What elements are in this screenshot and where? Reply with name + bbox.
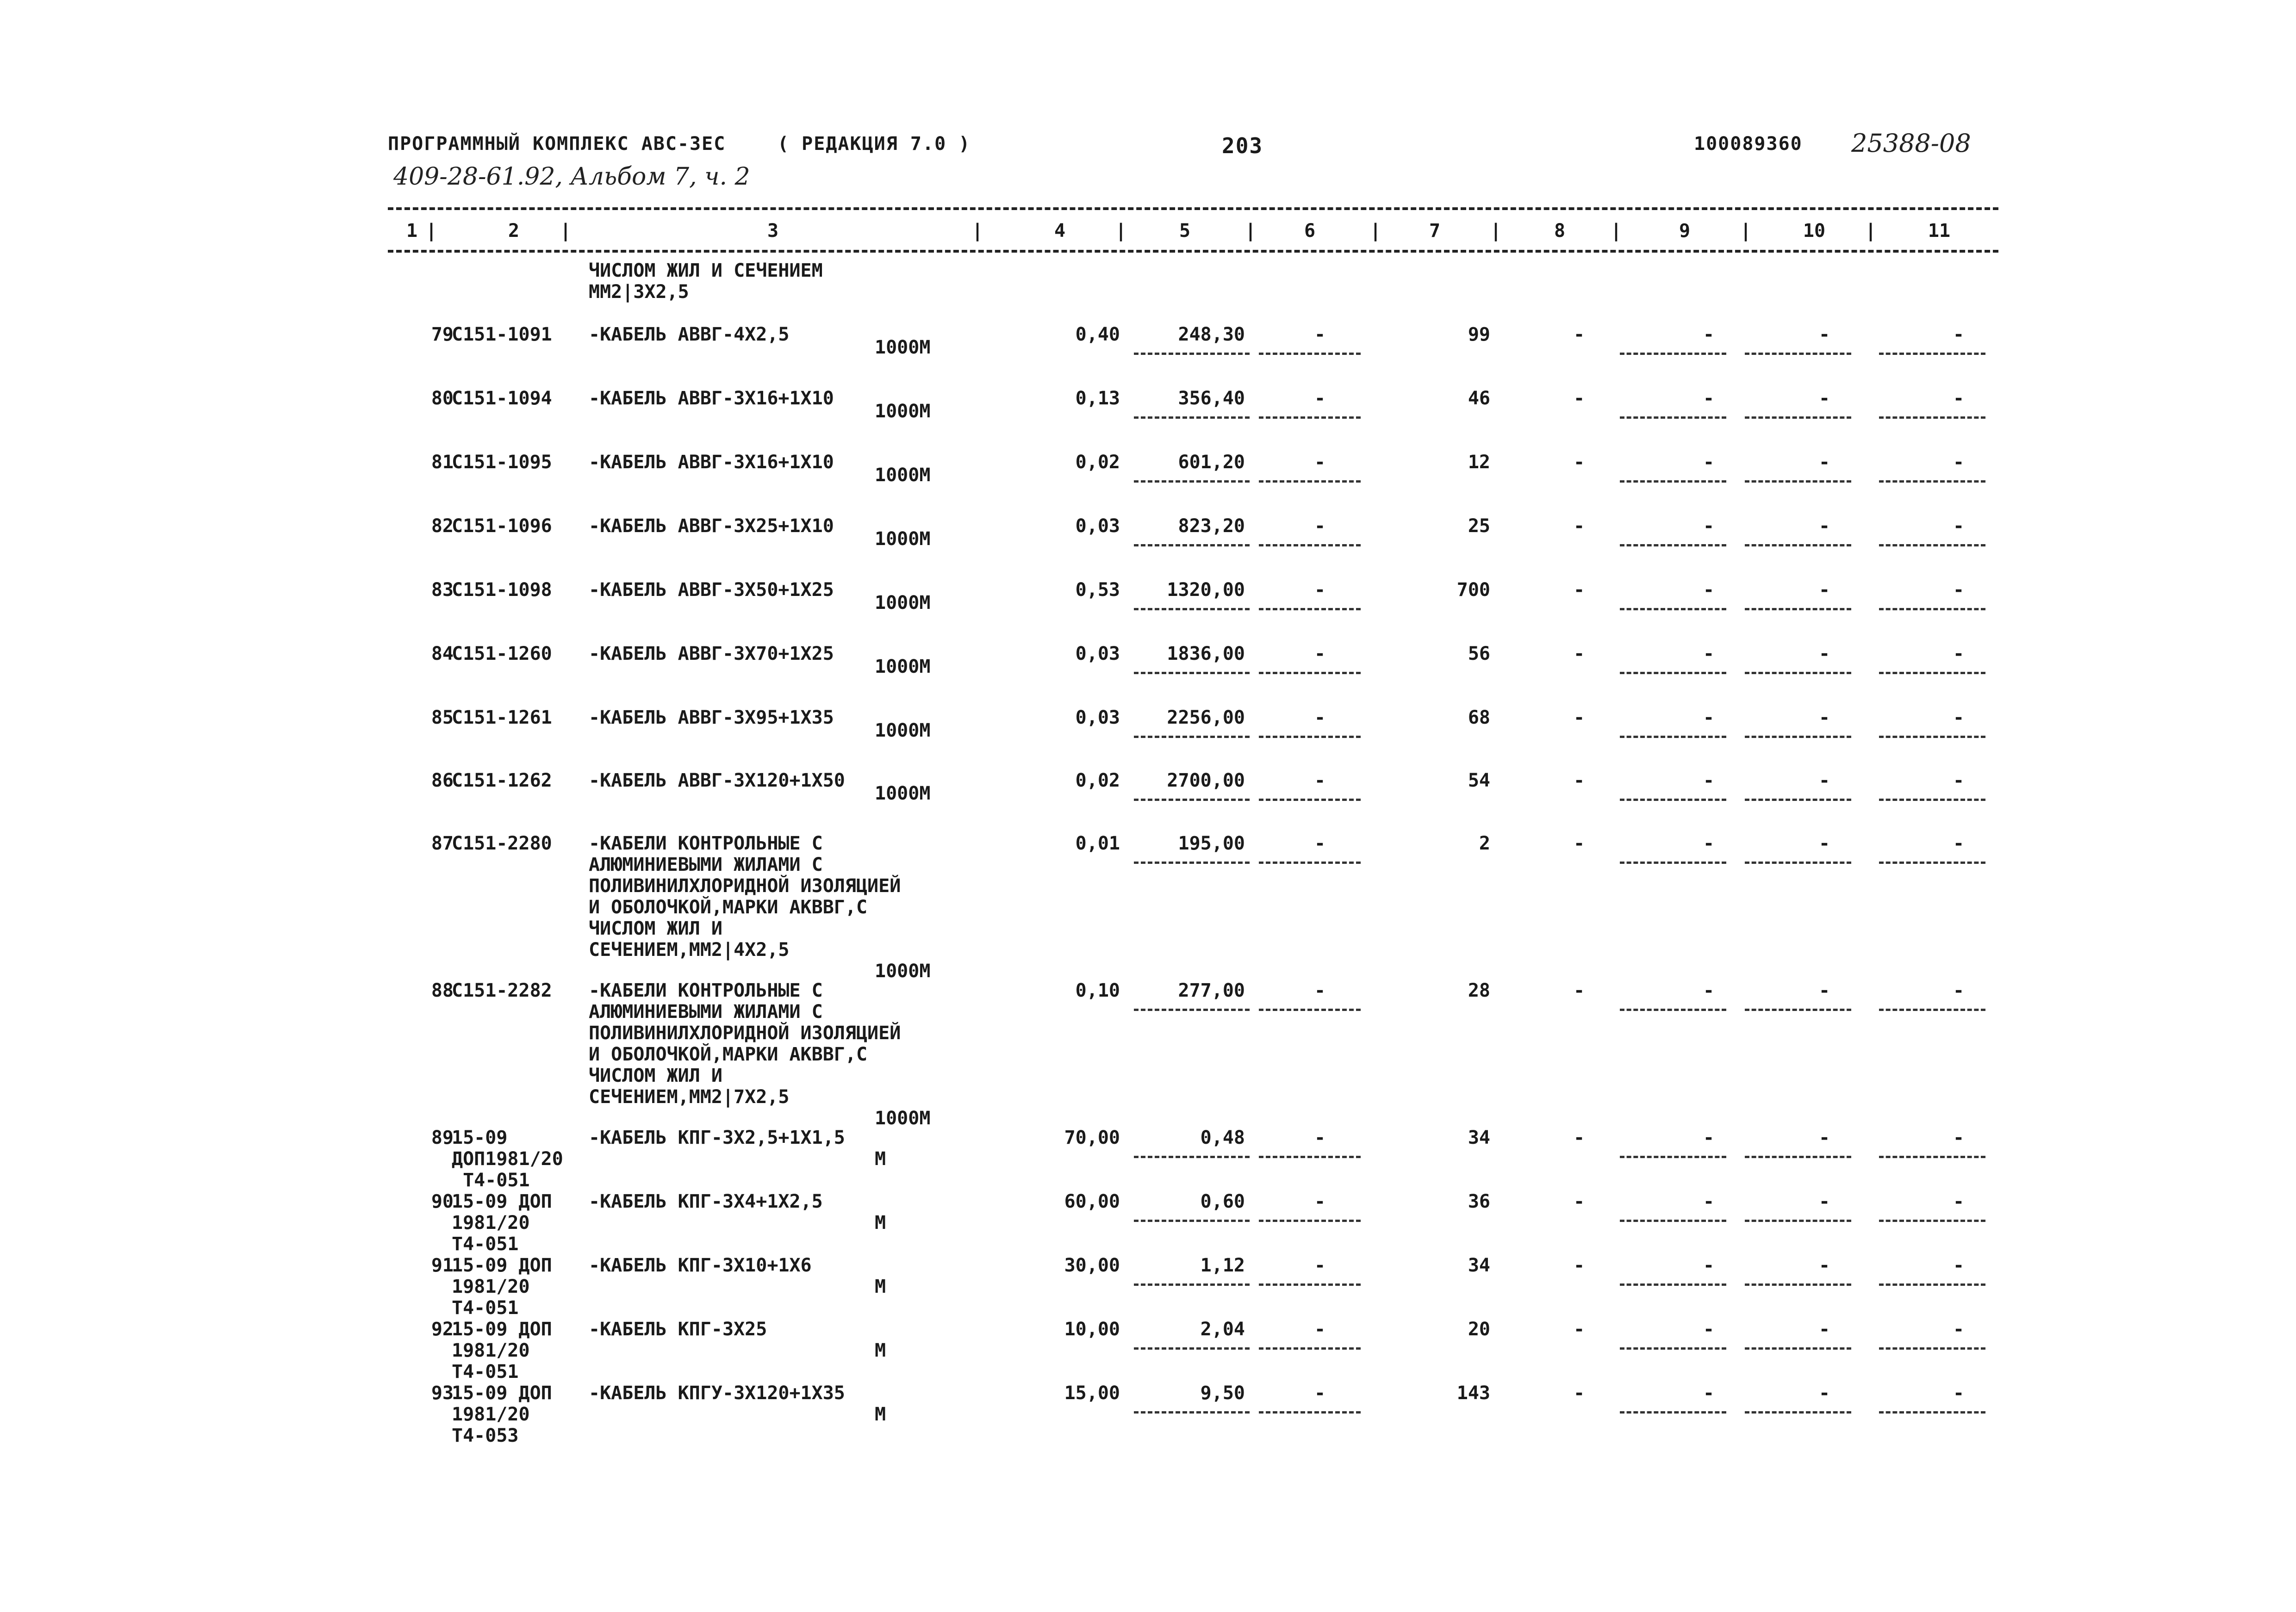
row-code: С151-1261 <box>452 707 552 728</box>
row-price: 356,40 <box>1178 388 1245 409</box>
empty-cell-dash: - <box>1314 980 1326 1001</box>
empty-cell-dash: - <box>1314 833 1326 854</box>
column-number-8: 8 <box>1554 220 1566 242</box>
row-quantity: 60,00 <box>1064 1191 1120 1212</box>
row-code: С151-2282 <box>452 980 552 1001</box>
empty-cell-dash: - <box>1314 1319 1326 1340</box>
empty-cell-dash: - <box>1314 1127 1326 1148</box>
empty-cell-dash: - <box>1953 324 1965 345</box>
empty-cell-dash: - <box>1574 1255 1585 1276</box>
row-number: 89 <box>431 1127 454 1148</box>
cell-underline <box>1879 1411 1985 1414</box>
cell-underline <box>1879 1220 1985 1222</box>
cell-underline <box>1745 799 1851 801</box>
stamp-number: 25388-08 <box>1851 129 1971 158</box>
row-number: 87 <box>431 833 454 854</box>
empty-cell-dash: - <box>1314 1255 1326 1276</box>
column-number-9: 9 <box>1679 220 1691 242</box>
empty-cell-dash: - <box>1574 1383 1585 1404</box>
row-unit: 1000М <box>875 528 931 550</box>
cell-underline <box>1745 1347 1851 1350</box>
row-col7: 36 <box>1468 1191 1490 1212</box>
row-col7: 34 <box>1468 1127 1490 1148</box>
row-col7: 25 <box>1468 515 1490 537</box>
row-code: 15-09 ДОП 1981/20 Т4-053 <box>452 1383 552 1446</box>
row-code: 15-09 ДОП 1981/20 Т4-051 <box>452 1255 552 1319</box>
column-number-2: 2 <box>508 220 520 242</box>
column-number-3: 3 <box>767 220 779 242</box>
cell-underline <box>1620 480 1726 483</box>
row-description: -КАБЕЛЬ КПГ-3Х4+1Х2,5 <box>589 1191 823 1212</box>
cell-underline <box>1259 736 1361 738</box>
cell-underline <box>1259 1283 1361 1286</box>
row-price: 1,12 <box>1200 1255 1245 1276</box>
cell-underline <box>1134 544 1250 546</box>
cell-underline <box>1134 1411 1250 1414</box>
column-separator: | <box>972 220 983 242</box>
empty-cell-dash: - <box>1314 388 1326 409</box>
empty-cell-dash: - <box>1703 388 1715 409</box>
header-rule-top <box>388 207 1998 210</box>
row-unit: М <box>875 1148 886 1170</box>
column-number-6: 6 <box>1304 220 1316 242</box>
empty-cell-dash: - <box>1314 643 1326 664</box>
cell-underline <box>1620 1347 1726 1350</box>
program-title: ПРОГРАММНЫЙ КОМПЛЕКС АВС-3ЕС <box>388 133 726 155</box>
row-description: -КАБЕЛЬ АВВГ-3Х50+1Х25 <box>589 579 834 601</box>
row-code: 15-09 ДОП1981/20 Т4-051 <box>452 1127 563 1191</box>
empty-cell-dash: - <box>1819 833 1830 854</box>
empty-cell-dash: - <box>1574 707 1585 728</box>
cell-underline <box>1879 1156 1985 1158</box>
row-quantity: 0,10 <box>1075 980 1120 1001</box>
row-description: -КАБЕЛИ КОНТРОЛЬНЫЕ С АЛЮМИНИЕВЫМИ ЖИЛАМИ С ПОЛИВИНИЛХЛОРИДНОЙ ИЗОЛЯЦИЕЙ И ОБОЛОЧКОЙ,МАРКИ АКВВГ,С ЧИСЛОМ ЖИЛ И СЕЧЕНИЕМ,ММ2|4Х2,5 <box>589 833 901 961</box>
row-unit: М <box>875 1340 886 1361</box>
cell-underline <box>1134 736 1250 738</box>
empty-cell-dash: - <box>1703 833 1715 854</box>
row-col7: 143 <box>1456 1383 1490 1404</box>
cell-underline <box>1259 1411 1361 1414</box>
empty-cell-dash: - <box>1574 388 1585 409</box>
row-description: -КАБЕЛЬ КПГ-3Х10+1Х6 <box>589 1255 812 1276</box>
empty-cell-dash: - <box>1314 1383 1326 1404</box>
empty-cell-dash: - <box>1953 1319 1965 1340</box>
cell-underline <box>1879 1347 1985 1350</box>
row-price: 0,60 <box>1200 1191 1245 1212</box>
row-unit: 1000М <box>875 656 931 677</box>
column-number-1: 1 <box>406 220 418 242</box>
row-col7: 34 <box>1468 1255 1490 1276</box>
empty-cell-dash: - <box>1703 515 1715 537</box>
row-unit: 1000М <box>875 337 931 358</box>
empty-cell-dash: - <box>1703 579 1715 601</box>
row-quantity: 15,00 <box>1064 1383 1120 1404</box>
cell-underline <box>1620 1009 1726 1011</box>
empty-cell-dash: - <box>1953 452 1965 473</box>
row-quantity: 0,03 <box>1075 707 1120 728</box>
row-col7: 700 <box>1456 579 1490 601</box>
row-number: 92 <box>431 1319 454 1340</box>
row-code: С151-1094 <box>452 388 552 409</box>
row-price: 1320,00 <box>1167 579 1245 601</box>
empty-cell-dash: - <box>1703 1319 1715 1340</box>
cell-underline <box>1745 1156 1851 1158</box>
empty-cell-dash: - <box>1953 579 1965 601</box>
empty-cell-dash: - <box>1819 1319 1830 1340</box>
cell-underline <box>1259 1347 1361 1350</box>
handwritten-reference: 409-28-61.92, Альбом 7, ч. 2 <box>393 163 750 191</box>
cell-underline <box>1879 672 1985 674</box>
cell-underline <box>1879 1283 1985 1286</box>
cell-underline <box>1620 353 1726 355</box>
empty-cell-dash: - <box>1953 1383 1965 1404</box>
column-separator: | <box>1611 220 1622 242</box>
empty-cell-dash: - <box>1819 707 1830 728</box>
cell-underline <box>1259 544 1361 546</box>
cell-underline <box>1134 416 1250 419</box>
column-number-11: 11 <box>1928 220 1951 242</box>
row-description: -КАБЕЛЬ КПГ-3Х2,5+1Х1,5 <box>589 1127 845 1148</box>
empty-cell-dash: - <box>1953 515 1965 537</box>
cell-underline <box>1134 480 1250 483</box>
row-col7: 54 <box>1468 770 1490 791</box>
row-quantity: 0,02 <box>1075 770 1120 791</box>
empty-cell-dash: - <box>1574 452 1585 473</box>
empty-cell-dash: - <box>1703 643 1715 664</box>
row-number: 85 <box>431 707 454 728</box>
cell-underline <box>1620 416 1726 419</box>
row-description: -КАБЕЛЬ АВВГ-3Х16+1Х10 <box>589 388 834 409</box>
cell-underline <box>1259 416 1361 419</box>
row-description: -КАБЕЛЬ АВВГ-3Х70+1Х25 <box>589 643 834 664</box>
cell-underline <box>1134 799 1250 801</box>
empty-cell-dash: - <box>1574 515 1585 537</box>
empty-cell-dash: - <box>1819 452 1830 473</box>
cell-underline <box>1134 608 1250 610</box>
cell-underline <box>1620 608 1726 610</box>
row-quantity: 10,00 <box>1064 1319 1120 1340</box>
cell-underline <box>1879 608 1985 610</box>
column-separator: | <box>1370 220 1381 242</box>
empty-cell-dash: - <box>1953 1127 1965 1148</box>
row-price: 2,04 <box>1200 1319 1245 1340</box>
cell-underline <box>1259 1220 1361 1222</box>
empty-cell-dash: - <box>1819 1191 1830 1212</box>
row-unit: 1000М <box>875 1108 931 1129</box>
empty-cell-dash: - <box>1703 770 1715 791</box>
empty-cell-dash: - <box>1819 1255 1830 1276</box>
empty-cell-dash: - <box>1703 324 1715 345</box>
row-quantity: 30,00 <box>1064 1255 1120 1276</box>
row-price: 2256,00 <box>1167 707 1245 728</box>
empty-cell-dash: - <box>1574 1319 1585 1340</box>
cell-underline <box>1134 672 1250 674</box>
row-description: -КАБЕЛЬ АВВГ-3Х95+1Х35 <box>589 707 834 728</box>
cell-underline <box>1259 1009 1361 1011</box>
empty-cell-dash: - <box>1574 643 1585 664</box>
cell-underline <box>1879 544 1985 546</box>
row-description: -КАБЕЛЬ АВВГ-3Х120+1Х50 <box>589 770 845 791</box>
row-price: 277,00 <box>1178 980 1245 1001</box>
row-quantity: 0,02 <box>1075 452 1120 473</box>
row-code: С151-1095 <box>452 452 552 473</box>
row-number: 84 <box>431 643 454 664</box>
empty-cell-dash: - <box>1703 1127 1715 1148</box>
cell-underline <box>1134 1283 1250 1286</box>
empty-cell-dash: - <box>1314 579 1326 601</box>
column-separator: | <box>1245 220 1257 242</box>
empty-cell-dash: - <box>1703 980 1715 1001</box>
row-code: С151-1091 <box>452 324 552 345</box>
column-separator: | <box>1115 220 1127 242</box>
row-col7: 68 <box>1468 707 1490 728</box>
empty-cell-dash: - <box>1703 452 1715 473</box>
row-number: 83 <box>431 579 454 601</box>
row-description: -КАБЕЛЬ КПГУ-3Х120+1Х35 <box>589 1383 845 1404</box>
column-separator: | <box>426 220 437 242</box>
empty-cell-dash: - <box>1574 579 1585 601</box>
empty-cell-dash: - <box>1703 1255 1715 1276</box>
empty-cell-dash: - <box>1703 1191 1715 1212</box>
cell-underline <box>1259 799 1361 801</box>
row-code: С151-1098 <box>452 579 552 601</box>
empty-cell-dash: - <box>1953 388 1965 409</box>
cell-underline <box>1745 544 1851 546</box>
cell-underline <box>1134 1156 1250 1158</box>
cell-underline <box>1620 1283 1726 1286</box>
row-price: 823,20 <box>1178 515 1245 537</box>
cell-underline <box>1745 1220 1851 1222</box>
row-unit: 1000М <box>875 783 931 804</box>
row-quantity: 0,03 <box>1075 643 1120 664</box>
cell-underline <box>1620 1411 1726 1414</box>
empty-cell-dash: - <box>1953 1255 1965 1276</box>
row-unit: 1000М <box>875 961 931 982</box>
column-number-10: 10 <box>1803 220 1826 242</box>
row-number: 90 <box>431 1191 454 1212</box>
row-price: 1836,00 <box>1167 643 1245 664</box>
empty-cell-dash: - <box>1314 770 1326 791</box>
cell-underline <box>1879 353 1985 355</box>
row-number: 86 <box>431 770 454 791</box>
cell-underline <box>1620 862 1726 864</box>
cell-underline <box>1134 353 1250 355</box>
row-unit: 1000М <box>875 592 931 614</box>
empty-cell-dash: - <box>1819 980 1830 1001</box>
cell-underline <box>1620 544 1726 546</box>
row-number: 81 <box>431 452 454 473</box>
cell-underline <box>1879 799 1985 801</box>
cell-underline <box>1134 1220 1250 1222</box>
empty-cell-dash: - <box>1953 1191 1965 1212</box>
empty-cell-dash: - <box>1953 707 1965 728</box>
row-col7: 28 <box>1468 980 1490 1001</box>
row-description: -КАБЕЛЬ КПГ-3Х25 <box>589 1319 767 1340</box>
cell-underline <box>1620 1220 1726 1222</box>
row-number: 91 <box>431 1255 454 1276</box>
row-unit: 1000М <box>875 720 931 741</box>
empty-cell-dash: - <box>1819 388 1830 409</box>
empty-cell-dash: - <box>1819 515 1830 537</box>
cell-underline <box>1745 736 1851 738</box>
empty-cell-dash: - <box>1819 1383 1830 1404</box>
row-unit: 1000М <box>875 401 931 422</box>
cell-underline <box>1745 1283 1851 1286</box>
cell-underline <box>1620 1156 1726 1158</box>
row-unit: 1000М <box>875 465 931 486</box>
empty-cell-dash: - <box>1953 770 1965 791</box>
row-number: 93 <box>431 1383 454 1404</box>
row-description: -КАБЕЛЬ АВВГ-4Х2,5 <box>589 324 790 345</box>
empty-cell-dash: - <box>1574 1127 1585 1148</box>
continued-text: ЧИСЛОМ ЖИЛ И СЕЧЕНИЕМ ММ2|3Х2,5 <box>589 260 823 303</box>
row-quantity: 0,40 <box>1075 324 1120 345</box>
row-code: 15-09 ДОП 1981/20 Т4-051 <box>452 1319 552 1383</box>
row-price: 9,50 <box>1200 1383 1245 1404</box>
cell-underline <box>1745 416 1851 419</box>
row-description: -КАБЕЛИ КОНТРОЛЬНЫЕ С АЛЮМИНИЕВЫМИ ЖИЛАМИ С ПОЛИВИНИЛХЛОРИДНОЙ ИЗОЛЯЦИЕЙ И ОБОЛОЧКОЙ,МАРКИ АКВВГ,С ЧИСЛОМ ЖИЛ И СЕЧЕНИЕМ,ММ2|7Х2,5 <box>589 980 901 1108</box>
cell-underline <box>1620 736 1726 738</box>
empty-cell-dash: - <box>1314 1191 1326 1212</box>
empty-cell-dash: - <box>1314 707 1326 728</box>
empty-cell-dash: - <box>1574 324 1585 345</box>
empty-cell-dash: - <box>1574 833 1585 854</box>
cell-underline <box>1879 736 1985 738</box>
row-col7: 2 <box>1479 833 1490 854</box>
cell-underline <box>1259 1156 1361 1158</box>
empty-cell-dash: - <box>1819 324 1830 345</box>
page-number: 203 <box>1222 133 1263 158</box>
column-number-4: 4 <box>1054 220 1066 242</box>
column-separator: | <box>1740 220 1752 242</box>
row-unit: М <box>875 1276 886 1297</box>
cell-underline <box>1134 1009 1250 1011</box>
row-number: 80 <box>431 388 454 409</box>
row-number: 79 <box>431 324 454 345</box>
row-col7: 12 <box>1468 452 1490 473</box>
empty-cell-dash: - <box>1314 515 1326 537</box>
row-number: 82 <box>431 515 454 537</box>
row-code: С151-2280 <box>452 833 552 854</box>
cell-underline <box>1879 480 1985 483</box>
empty-cell-dash: - <box>1819 643 1830 664</box>
row-quantity: 0,03 <box>1075 515 1120 537</box>
cell-underline <box>1745 1009 1851 1011</box>
row-col7: 20 <box>1468 1319 1490 1340</box>
empty-cell-dash: - <box>1574 770 1585 791</box>
cell-underline <box>1745 1411 1851 1414</box>
row-code: С151-1096 <box>452 515 552 537</box>
row-price: 601,20 <box>1178 452 1245 473</box>
cell-underline <box>1745 353 1851 355</box>
empty-cell-dash: - <box>1574 1191 1585 1212</box>
row-code: С151-1260 <box>452 643 552 664</box>
row-code: С151-1262 <box>452 770 552 791</box>
empty-cell-dash: - <box>1819 579 1830 601</box>
cell-underline <box>1745 672 1851 674</box>
row-description: -КАБЕЛЬ АВВГ-3Х16+1Х10 <box>589 452 834 473</box>
cell-underline <box>1259 480 1361 483</box>
cell-underline <box>1745 480 1851 483</box>
edition-label: ( РЕДАКЦИЯ 7.0 ) <box>778 133 971 155</box>
row-price: 248,30 <box>1178 324 1245 345</box>
empty-cell-dash: - <box>1819 770 1830 791</box>
cell-underline <box>1745 862 1851 864</box>
cell-underline <box>1134 1347 1250 1350</box>
row-code: 15-09 ДОП 1981/20 Т4-051 <box>452 1191 552 1255</box>
document-code: 100089360 <box>1694 133 1803 155</box>
column-number-5: 5 <box>1179 220 1191 242</box>
row-unit: М <box>875 1212 886 1234</box>
cell-underline <box>1879 862 1985 864</box>
column-number-7: 7 <box>1429 220 1441 242</box>
empty-cell-dash: - <box>1703 1383 1715 1404</box>
row-price: 0,48 <box>1200 1127 1245 1148</box>
row-quantity: 0,13 <box>1075 388 1120 409</box>
empty-cell-dash: - <box>1819 1127 1830 1148</box>
header-rule-bottom <box>388 250 1998 253</box>
cell-underline <box>1745 608 1851 610</box>
cell-underline <box>1879 416 1985 419</box>
row-quantity: 0,53 <box>1075 579 1120 601</box>
row-col7: 56 <box>1468 643 1490 664</box>
row-number: 88 <box>431 980 454 1001</box>
cell-underline <box>1620 799 1726 801</box>
cell-underline <box>1259 608 1361 610</box>
cell-underline <box>1259 862 1361 864</box>
row-col7: 99 <box>1468 324 1490 345</box>
empty-cell-dash: - <box>1953 833 1965 854</box>
empty-cell-dash: - <box>1953 980 1965 1001</box>
empty-cell-dash: - <box>1703 707 1715 728</box>
row-quantity: 70,00 <box>1064 1127 1120 1148</box>
cell-underline <box>1879 1009 1985 1011</box>
cell-underline <box>1134 862 1250 864</box>
column-separator: | <box>1865 220 1877 242</box>
row-col7: 46 <box>1468 388 1490 409</box>
empty-cell-dash: - <box>1953 643 1965 664</box>
row-price: 2700,00 <box>1167 770 1245 791</box>
row-description: -КАБЕЛЬ АВВГ-3Х25+1Х10 <box>589 515 834 537</box>
cell-underline <box>1259 353 1361 355</box>
empty-cell-dash: - <box>1314 452 1326 473</box>
row-quantity: 0,01 <box>1075 833 1120 854</box>
cell-underline <box>1620 672 1726 674</box>
cell-underline <box>1259 672 1361 674</box>
empty-cell-dash: - <box>1574 980 1585 1001</box>
empty-cell-dash: - <box>1314 324 1326 345</box>
column-separator: | <box>1490 220 1502 242</box>
row-price: 195,00 <box>1178 833 1245 854</box>
column-separator: | <box>560 220 572 242</box>
row-unit: М <box>875 1404 886 1425</box>
